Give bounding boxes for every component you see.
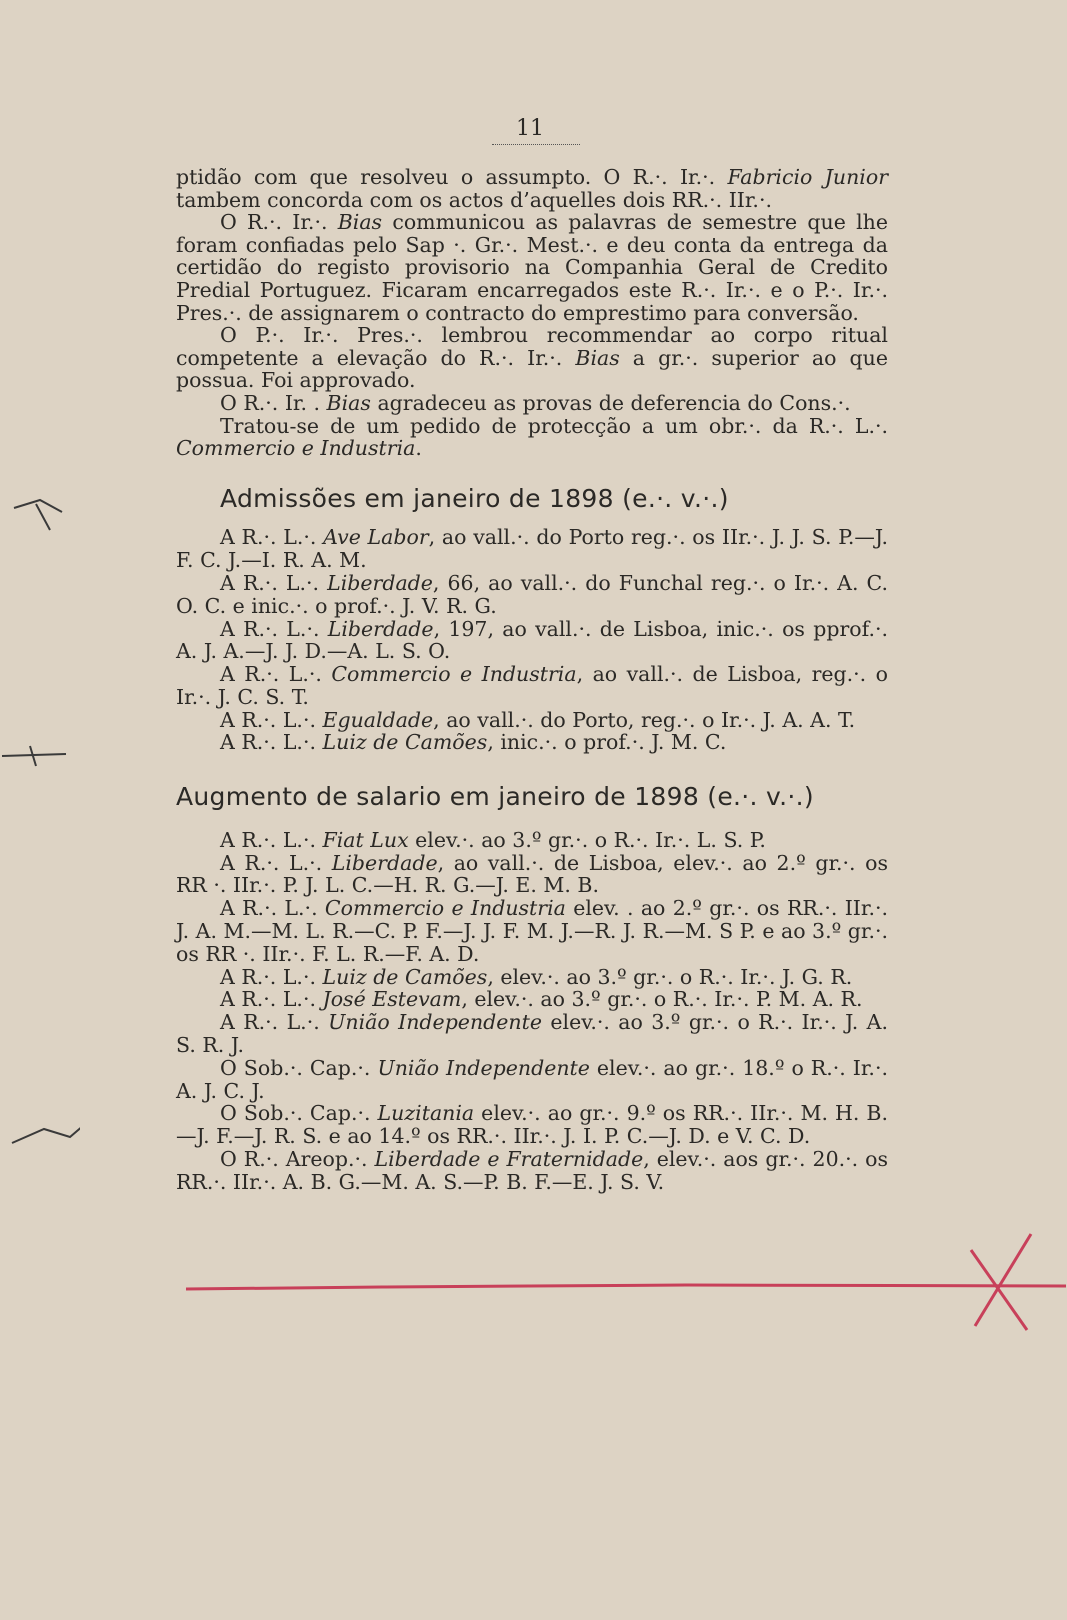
intro-text [176, 166, 888, 460]
margin-pencil-mark [10, 1115, 80, 1155]
admission-entry: A R.·. L.·. Luiz de Camões, inic.·. o prof.·. J. M. C. [220, 730, 727, 755]
intro-paragraph: ptidão com que resolveu o assumpto. O R.·. Ir.·. Fabricio Junior tambem concorda com os actos d’aquelles dois RR.·. IIr.·. [176, 165, 888, 212]
page-number-rule [492, 144, 580, 145]
margin-pencil-mark [10, 478, 70, 538]
section-heading-salary: Augmento de salario em janeiro de 1898 (e.·. v.·.) [176, 782, 814, 812]
salary-entry: A R.·. L.·. Fiat Lux elev.·. ao 3.º gr.·. o R.·. Ir.·. L. S. P. [220, 827, 766, 852]
intro-paragraph: O R.·. Ir.·. Bias communicou as palavras de semestre que lhe foram confiadas pelo Sap ·. Gr.·. Mest.·. e deu conta da entrega da certidão do registo provisorio na Companhia Geral de Credito Predial Portuguez. Ficaram encarregados este R.·. Ir.·. e o P.·. Ir.·. Pres.·. de assignarem o contracto do emprestimo para conversão. [176, 210, 888, 325]
margin-pencil-mark [0, 740, 70, 770]
salary-list [176, 829, 888, 1194]
salary-entry: A R.·. L.·. União Independente elev.·. ao 3.º gr.·. o R.·. Ir.·. J. A. S. R. J. [176, 1010, 889, 1058]
admission-entry: A R.·. L.·. Commercio e Industria, ao vall.·. de Lisboa, reg.·. o Ir.·. J. C. S. T. [176, 662, 889, 709]
intro-paragraph: O P.·. Ir.·. Pres.·. lembrou recommendar ao corpo ritual competente a elevação do R.·. Ir.·. Bias a gr.·. superior ao que possua. Foi approvado. [176, 323, 888, 393]
admission-entry: A R.·. L.·. Liberdade, 66, ao vall.·. do Funchal reg.·. o Ir.·. A. C. O. C. e inic.·. o prof.·. J. V. R. G. [176, 570, 888, 618]
salary-entry: A R.·. L.·. Commercio e Industria elev. . ao 2.º gr.·. os RR.·. IIr.·. J. A. M.—M. L. R.—C. P. F.—J. J. F. M. J.—R. J. R.—M. S P. e ao 3.º gr.·. os RR ·. IIr.·. F. L. R.—F. A. D. [176, 896, 888, 966]
red-cross-annotation [965, 1230, 1035, 1335]
salary-entry: A R.·. L.·. Liberdade, ao vall.·. de Lisboa, elev.·. ao 2.º gr.·. os RR ·. IIr.·. P. J. L. C.—H. R. G.—J. E. M. B. [176, 850, 889, 898]
intro-paragraph: Tratou-se de um pedido de protecção a um obr.·. da R.·. L.·. Commercio e Industria. [176, 413, 888, 461]
salary-entry: A R.·. L.·. José Estevam, elev.·. ao 3.º gr.·. o R.·. Ir.·. P. M. A. R. [220, 987, 863, 1012]
admission-entry: A R.·. L.·. Liberdade, 197, ao vall.·. de Lisboa, inic.·. os pprof.·. A. J. A.—J. J. D.—A. L. S. O. [176, 616, 888, 664]
admission-entry: A R.·. L.·. Egualdade, ao vall.·. do Porto, reg.·. o Ir.·. J. A. A. T. [220, 707, 856, 732]
salary-entry: O Sob.·. Cap.·. União Independente elev.·. ao gr.·. 18.º o R.·. Ir.·. A. J. C. J. [176, 1055, 888, 1103]
page-body [176, 166, 888, 1194]
salary-entry: O R.·. Areop.·. Liberdade e Fraternidade, elev.·. aos gr.·. 20.·. os RR.·. IIr.·. A. B. G.—M. A. S.—P. B. F.—E. J. S. V. [176, 1147, 889, 1194]
intro-paragraph: O R.·. Ir. . Bias agradeceu as provas de deferencia do Cons.·. [220, 390, 851, 415]
section-heading-admissions: Admissões em janeiro de 1898 (e.·. v.·.) [220, 483, 729, 513]
salary-entry: A R.·. L.·. Luiz de Camões, elev.·. ao 3.º gr.·. o R.·. Ir.·. J. G. R. [220, 964, 853, 989]
red-strikethrough-annotation [186, 1283, 1066, 1292]
salary-entry: O Sob.·. Cap.·. Luzitania elev.·. ao gr.·. 9.º os RR.·. IIr.·. M. H. B.—J. F.—J. R. S. e ao 14.º os RR.·. IIr.·. J. I. P. C.—J. D. e V. C. D. [176, 1101, 888, 1149]
page-number: 11 [516, 116, 544, 141]
admission-entry: A R.·. L.·. Ave Labor, ao vall.·. do Porto reg.·. os IIr.·. J. J. S. P.—J. F. C. J.—I. R. A. M. [176, 525, 889, 573]
admissions-list [176, 526, 888, 754]
